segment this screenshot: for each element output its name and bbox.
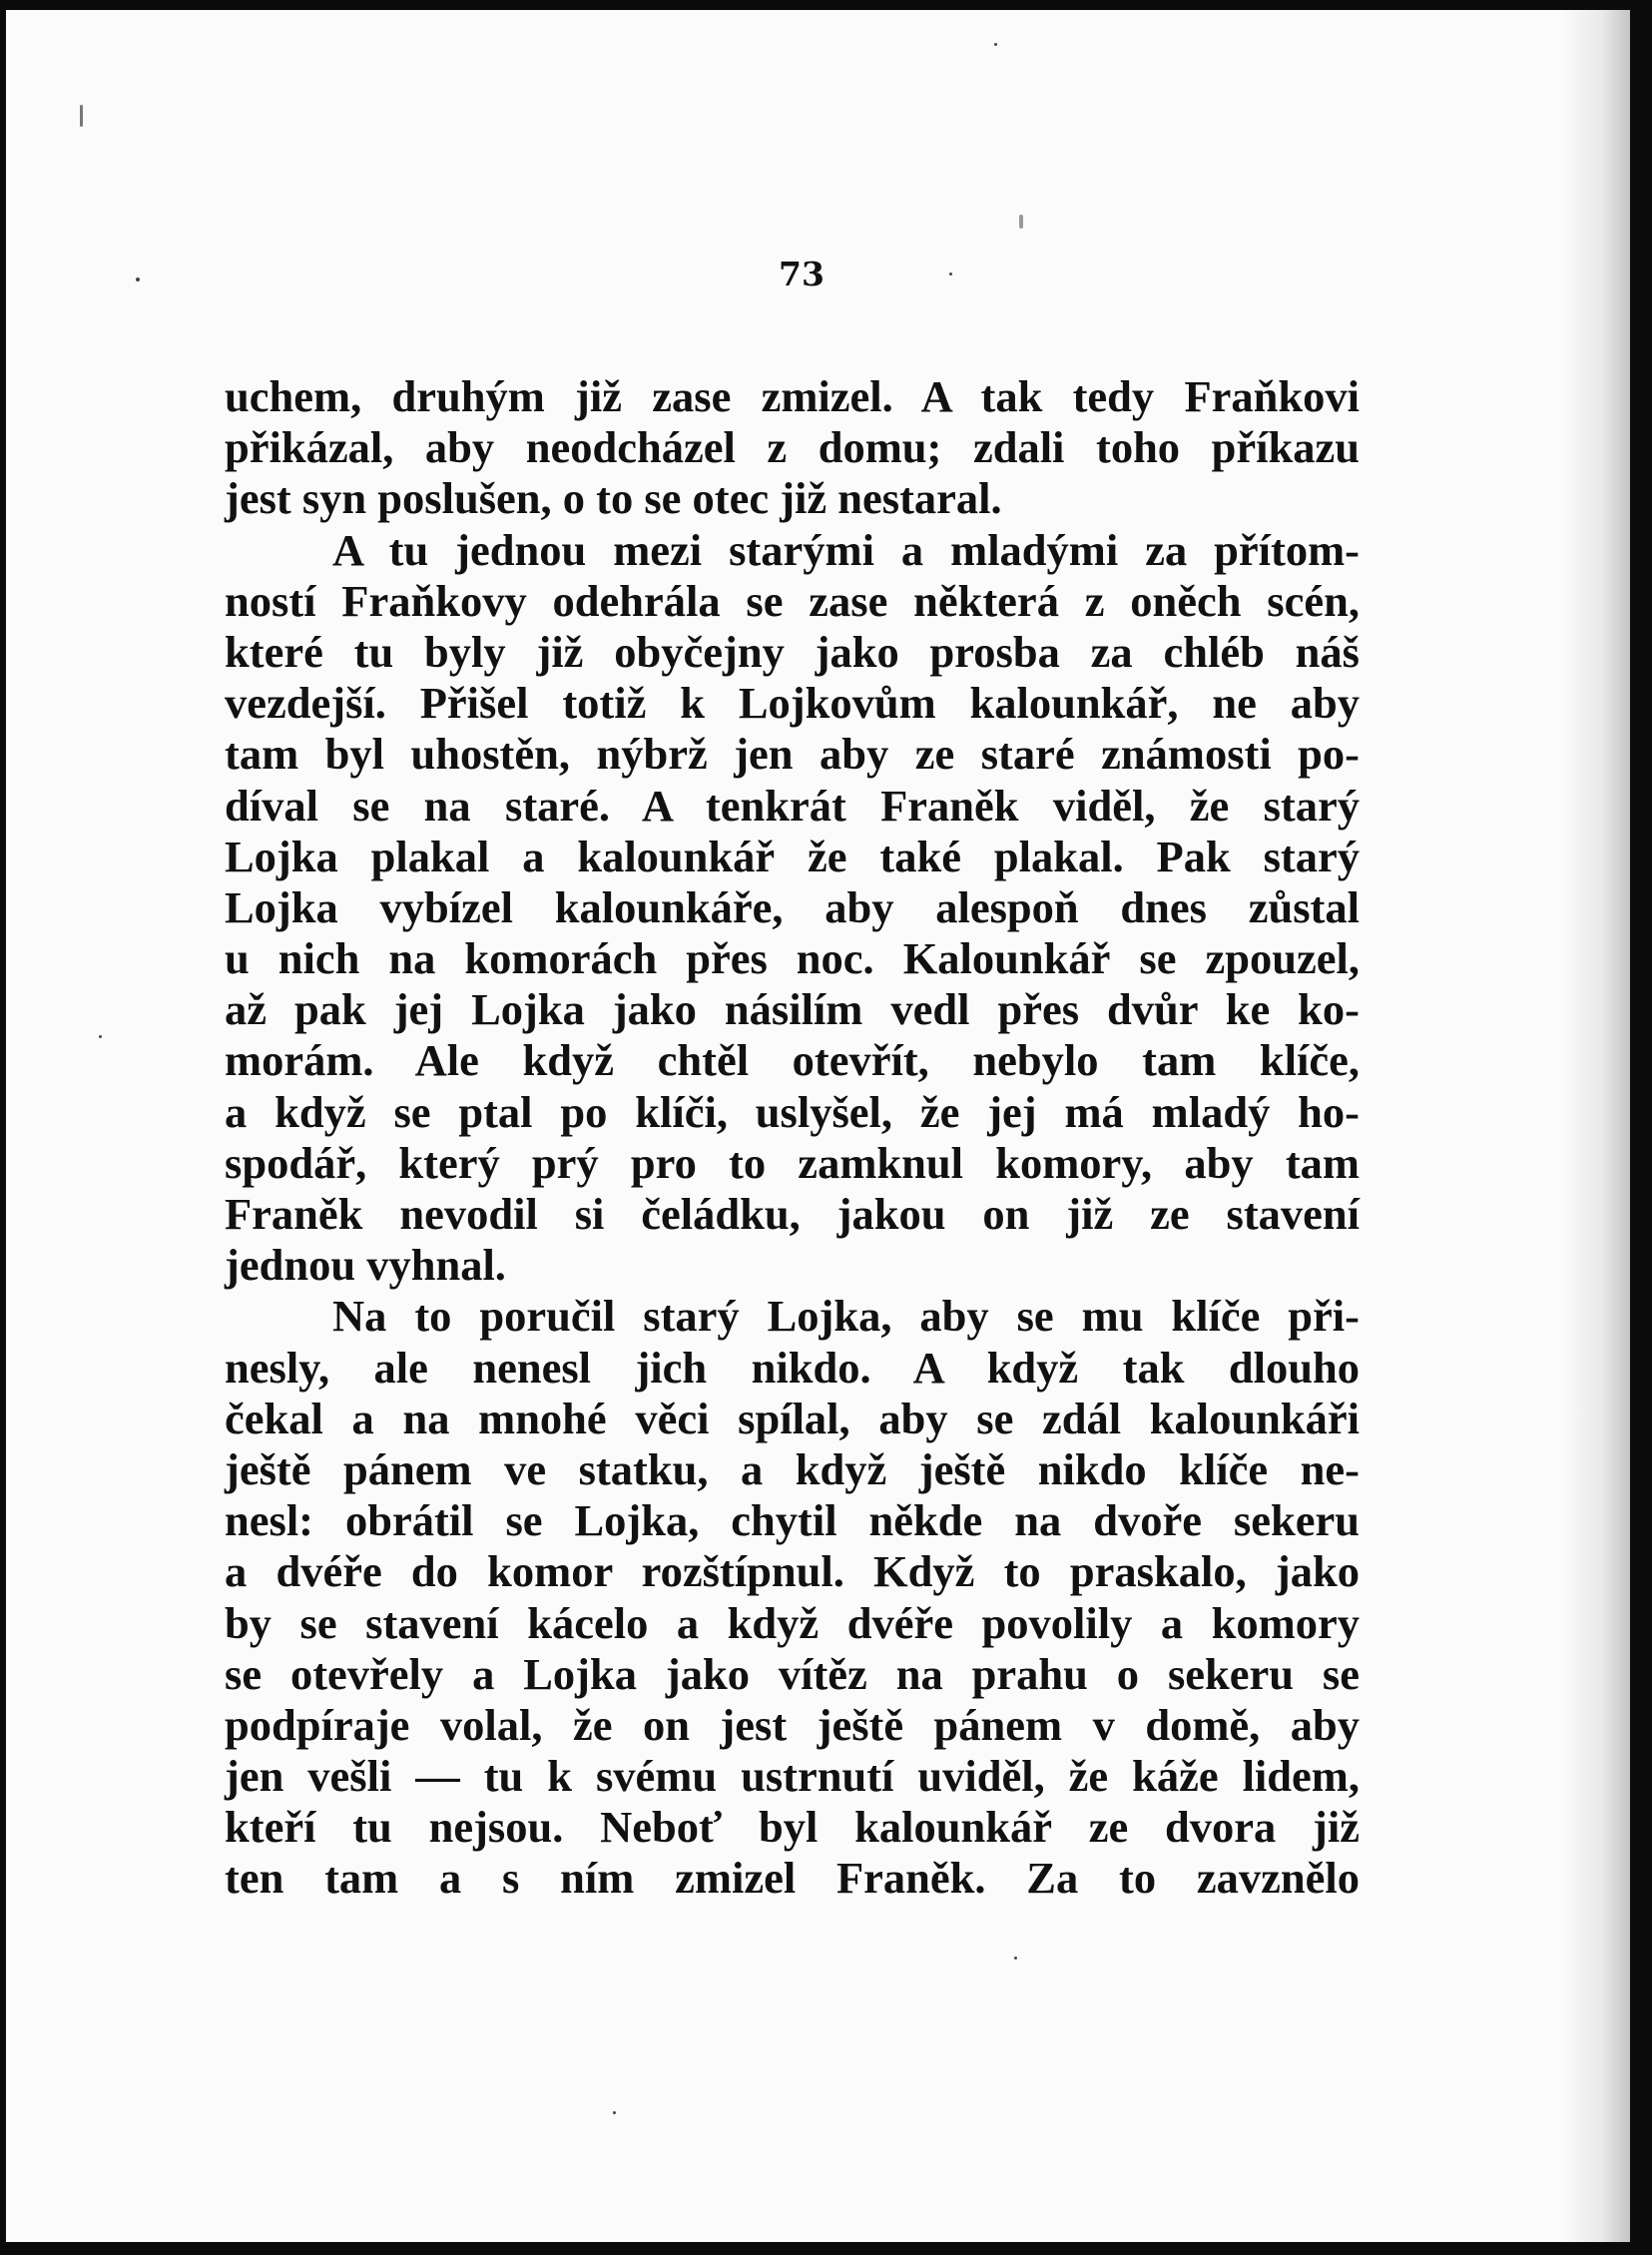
text-line: u nich na komorách přes noc. Kalounkář se zpouzel, <box>225 933 1360 984</box>
text-line: se otevřely a Lojka jako vítěz na prahu o sekeru se <box>225 1648 1360 1699</box>
text-line: jednou vyhnal. <box>225 1240 506 1291</box>
book-page <box>6 10 1630 2242</box>
text-line: díval se na staré. A tenkrát Franěk viděl, že starý <box>225 780 1360 831</box>
text-line: ještě pánem ve statku, a když ještě nikdo klíče ne- <box>225 1443 1360 1494</box>
text-line: kteří tu nejsou. Neboť byl kalounkář ze dvora již <box>225 1802 1360 1853</box>
text-line: nesl: obrátil se Lojka, chytil někde na dvoře sekeru <box>225 1495 1360 1546</box>
scan-speck <box>1014 1957 1017 1960</box>
page-number: 73 <box>779 255 825 293</box>
text-line: Franěk nevodil si čeládku, jakou on již ze stavení <box>225 1189 1360 1239</box>
scan-speck <box>99 1035 102 1038</box>
text-line: ten tam a s ním zmizel Franěk. Za to zavznělo <box>225 1853 1360 1904</box>
text-line: vezdejší. Přišel totiž k Lojkovům kalounkář, ne aby <box>225 678 1360 729</box>
scan-speck <box>136 278 140 282</box>
text-line: které tu byly již obyčejny jako prosba za chléb náš <box>225 626 1360 677</box>
text-line: jest syn poslušen, o to se otec již nestaral. <box>225 473 1002 524</box>
text-line: nesly, ale nenesl jich nikdo. A když tak dlouho <box>225 1342 1360 1393</box>
text-line: čekal a na mnohé věci spílal, aby se zdál kalounkáři <box>225 1393 1360 1443</box>
text-line: jen vešli — tu k svému ustrnutí uviděl, že káže lidem, <box>225 1751 1360 1802</box>
text-line: až pak jej Lojka jako násilím vedl přes dvůr ke ko- <box>225 984 1360 1035</box>
text-line: by se stavení kácelo a když dvéře povolily a komory <box>225 1597 1360 1648</box>
scan-speck <box>613 2111 616 2114</box>
text-line: spodář, který prý pro to zamknul komory, aby tam <box>225 1137 1360 1188</box>
text-line: uchem, druhým již zase zmizel. A tak tedy Fraňkovi <box>225 371 1360 421</box>
text-line: A tu jednou mezi starými a mladými za přítom- <box>332 524 1360 575</box>
text-line: podpíraje volal, že on jest ještě pánem v domě, aby <box>225 1699 1360 1750</box>
text-line: morám. Ale když chtěl otevřít, nebylo tam klíče, <box>225 1035 1360 1086</box>
text-line: a dvéře do komor rozštípnul. Když to praskalo, jako <box>225 1546 1360 1597</box>
text-line: ností Fraňkovy odehrála se zase některá z oněch scén, <box>225 575 1360 626</box>
text-line: Lojka plakal a kalounkář že také plakal. Pak starý <box>225 831 1360 881</box>
text-line: a když se ptal po klíči, uslyšel, že jej má mladý ho- <box>225 1086 1360 1137</box>
body-text <box>225 371 1360 1905</box>
text-line: tam byl uhostěn, nýbrž jen aby ze staré známosti po- <box>225 729 1360 780</box>
scan-speck <box>80 105 83 127</box>
scan-speck <box>949 273 952 276</box>
text-line: přikázal, aby neodcházel z domu; zdali toho příkazu <box>225 422 1360 473</box>
scan-speck <box>1019 215 1023 229</box>
text-line: Na to poručil starý Lojka, aby se mu klíče při- <box>332 1291 1360 1342</box>
scan-speck <box>994 43 997 46</box>
text-line: Lojka vybízel kalounkáře, aby alespoň dnes zůstal <box>225 881 1360 932</box>
